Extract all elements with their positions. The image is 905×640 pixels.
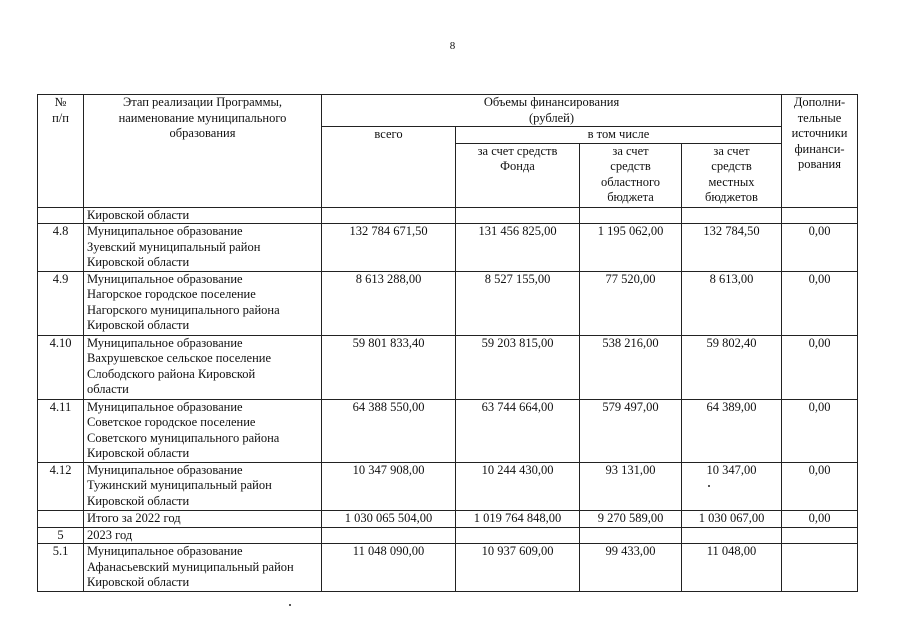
- row-extra: [782, 527, 858, 544]
- row-regional: 579 497,00: [580, 399, 682, 462]
- row-fund: 10 244 430,00: [456, 462, 580, 510]
- row-fund: 59 203 815,00: [456, 335, 580, 399]
- row-fund: 63 744 664,00: [456, 399, 580, 462]
- table-row-total-2022: [38, 510, 858, 527]
- table-row: [38, 224, 858, 272]
- table-row: [38, 335, 858, 399]
- row-extra: [782, 207, 858, 224]
- row-local: [682, 527, 782, 544]
- table-row: [38, 271, 858, 335]
- row-local: 11 048,00: [682, 544, 782, 592]
- row-num: 4.9: [38, 271, 84, 335]
- row-fund: [456, 527, 580, 544]
- scan-speck: [708, 485, 710, 487]
- row-name: Муниципальное образование Вахрушевское сельское поселение Слободского района Кировской области: [84, 335, 322, 399]
- row-total: [322, 527, 456, 544]
- row-fund: [456, 207, 580, 224]
- header-fund: за счет средств Фонда: [456, 143, 580, 207]
- row-local: 1 030 067,00: [682, 510, 782, 527]
- page-number: 8: [449, 40, 456, 52]
- row-name: Муниципальное образование Зуевский муниципальный район Кировской области: [84, 224, 322, 272]
- financing-table: [37, 94, 858, 592]
- row-fund: 10 937 609,00: [456, 544, 580, 592]
- row-name: Муниципальное образование Нагорское городское поселение Нагорского муниципального района Кировской области: [84, 271, 322, 335]
- row-name: Муниципальное образование Афанасьевский муниципальный район Кировской области: [84, 544, 322, 592]
- row-total: 11 048 090,00: [322, 544, 456, 592]
- row-total: 8 613 288,00: [322, 271, 456, 335]
- row-name: Итого за 2022 год: [84, 510, 322, 527]
- row-total: [322, 207, 456, 224]
- row-regional: 1 195 062,00: [580, 224, 682, 272]
- row-num: 4.8: [38, 224, 84, 272]
- table-row-year-2023: [38, 527, 858, 544]
- row-num: 5: [38, 527, 84, 544]
- table-row: [38, 207, 858, 224]
- row-name: Кировской области: [84, 207, 322, 224]
- row-name: 2023 год: [84, 527, 322, 544]
- row-fund: 8 527 155,00: [456, 271, 580, 335]
- row-regional: 93 131,00: [580, 462, 682, 510]
- scan-speck: [289, 604, 291, 606]
- row-num: 5.1: [38, 544, 84, 592]
- header-regional-budget: за счет средств областного бюджета: [580, 143, 682, 207]
- row-local: 132 784,50: [682, 224, 782, 272]
- row-extra: [782, 544, 858, 592]
- header-extra-sources: Дополни- тельные источники финанси- рования: [782, 95, 858, 208]
- row-regional: 77 520,00: [580, 271, 682, 335]
- row-regional: [580, 207, 682, 224]
- header-stage: Этап реализации Программы, наименование муниципального образования: [84, 95, 322, 208]
- row-local: 8 613,00: [682, 271, 782, 335]
- row-name: Муниципальное образование Тужинский муниципальный район Кировской области: [84, 462, 322, 510]
- row-regional: 9 270 589,00: [580, 510, 682, 527]
- row-extra: 0,00: [782, 399, 858, 462]
- header-total: всего: [322, 127, 456, 208]
- row-extra: 0,00: [782, 335, 858, 399]
- header-local-budgets: за счет средств местных бюджетов: [682, 143, 782, 207]
- header-including: в том числе: [456, 127, 782, 144]
- row-num: 4.10: [38, 335, 84, 399]
- row-num: [38, 510, 84, 527]
- table-row: [38, 399, 858, 462]
- row-fund: 1 019 764 848,00: [456, 510, 580, 527]
- row-local: [682, 207, 782, 224]
- row-total: 59 801 833,40: [322, 335, 456, 399]
- row-num: 4.11: [38, 399, 84, 462]
- row-regional: 538 216,00: [580, 335, 682, 399]
- row-local: 64 389,00: [682, 399, 782, 462]
- row-fund: 131 456 825,00: [456, 224, 580, 272]
- row-extra: 0,00: [782, 224, 858, 272]
- row-extra: 0,00: [782, 510, 858, 527]
- row-name: Муниципальное образование Советское городское поселение Советского муниципального района Кировской области: [84, 399, 322, 462]
- header-volumes: Объемы финансирования (рублей): [322, 95, 782, 127]
- header-num: № п/п: [38, 95, 84, 208]
- row-num: 4.12: [38, 462, 84, 510]
- table-row: [38, 544, 858, 592]
- table-row: [38, 462, 858, 510]
- row-total: 1 030 065 504,00: [322, 510, 456, 527]
- row-extra: 0,00: [782, 271, 858, 335]
- row-regional: [580, 527, 682, 544]
- row-local: 59 802,40: [682, 335, 782, 399]
- row-local: 10 347,00: [682, 462, 782, 510]
- row-total: 132 784 671,50: [322, 224, 456, 272]
- row-num: [38, 207, 84, 224]
- row-total: 10 347 908,00: [322, 462, 456, 510]
- row-total: 64 388 550,00: [322, 399, 456, 462]
- row-regional: 99 433,00: [580, 544, 682, 592]
- row-extra: 0,00: [782, 462, 858, 510]
